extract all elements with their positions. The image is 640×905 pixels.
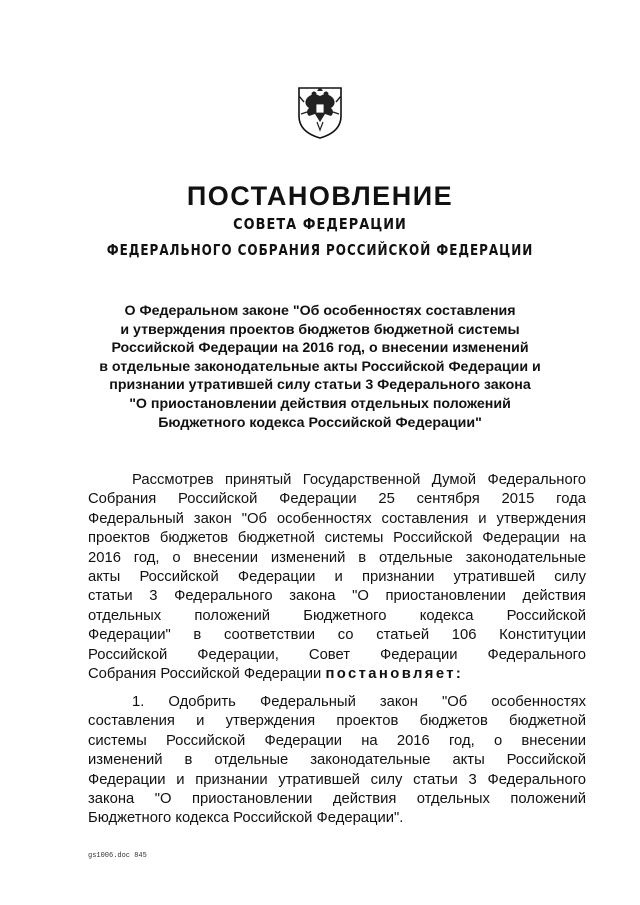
document-reference: gs1006.doc 845 [88, 852, 147, 860]
subject-line: Российской Федерации на 2016 год, о внесении изменений [111, 340, 529, 357]
paragraph-line: закона "О приостановлении действия отдельных положений [88, 791, 586, 808]
paragraph-line-text: Собрания Российской Федерации [88, 666, 326, 683]
paragraph-line: проектов бюджетов бюджетной системы Российской Федерации на [88, 530, 586, 547]
paragraph-line: статьи 3 Федерального закона "О приостановлении действия [88, 588, 586, 605]
russian-coat-of-arms-icon [295, 82, 345, 140]
decree-word: постановляет [325, 666, 456, 683]
paragraph-last-line [88, 665, 586, 684]
subject-line: Бюджетного кодекса Российской Федерации" [158, 414, 482, 431]
paragraph-line: 1. Одобрить Федеральный закон "Об особенностях [132, 694, 586, 710]
document-subtitle-assembly: ФЕДЕРАЛЬНОГО СОБРАНИЯ РОССИЙСКОЙ ФЕДЕРАЦИИ [106, 241, 534, 259]
paragraph-line: Федерации и признании утратившей силу статьи 3 Федерального [88, 771, 586, 788]
decree-punctuation: : [455, 666, 464, 683]
paragraph-line: составления и утверждения проектов бюджетов бюджетной [88, 713, 586, 730]
paragraph-line: Рассмотрев принятый Государственной Думой Федерального [132, 472, 586, 488]
paragraph-line: Федерации" в соответствии со статьей 106 Конституции [88, 627, 586, 644]
paragraph-line: 2016 год, о внесении изменений в отдельные законодательные [88, 549, 586, 566]
subject-line: признании утратившей силу статьи 3 Федерального закона [109, 377, 531, 394]
document-subtitle-council: СОВЕТА ФЕДЕРАЦИИ [233, 215, 407, 233]
subject-line: в отдельные законодательные акты Российской Федерации и [99, 358, 541, 375]
paragraph-line: акты Российской Федерации и признании утратившей силу [88, 569, 586, 586]
paragraph-preamble [88, 471, 586, 684]
paragraph-line: изменений в отдельные законодательные акты Российской [88, 752, 586, 769]
paragraph-line: Российской Федерации, Совет Федерации Федерального [88, 646, 586, 663]
paragraph-line: отдельных положений Бюджетного кодекса Российской [88, 607, 586, 624]
paragraph-line: Федеральный закон "Об особенностях составления и утверждения [88, 510, 586, 527]
document-title: ПОСТАНОВЛЕНИЕ [186, 181, 454, 211]
paragraph-last-line: Бюджетного кодекса Российской Федерации". [88, 810, 404, 827]
subject-line: О Федеральном законе "Об особенностях составления [124, 303, 516, 319]
subject-line: "О приостановлении действия отдельных положений [129, 395, 511, 412]
paragraph-line: системы Российской Федерации на 2016 год, о внесении [88, 732, 586, 749]
document-subject [70, 302, 570, 432]
paragraph-resolution-item-1 [88, 693, 586, 829]
subject-line: и утверждения проектов бюджетов бюджетной системы [120, 321, 520, 338]
paragraph-line: Собрания Российской Федерации 25 сентября 2015 года [88, 491, 586, 508]
